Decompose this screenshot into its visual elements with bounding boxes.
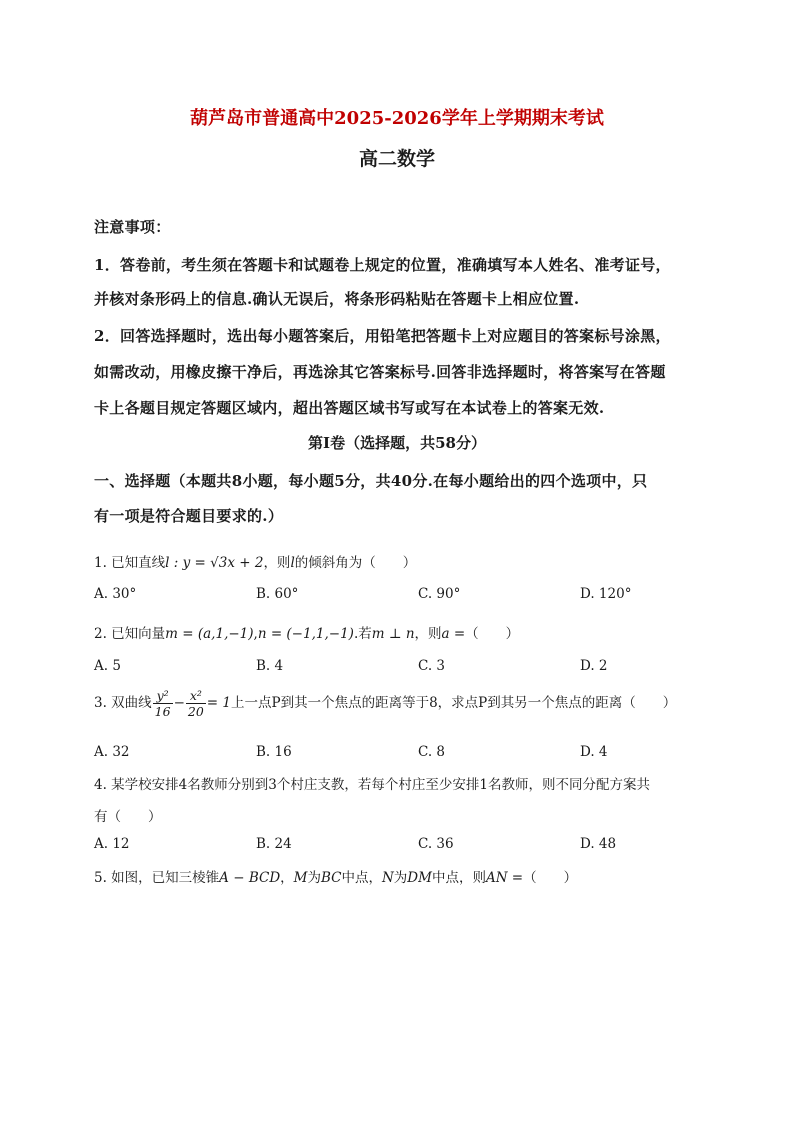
question-text: （ ）	[465, 626, 520, 642]
option-c: C. 8	[418, 744, 446, 760]
math-variable: DM	[407, 870, 432, 886]
question-text: 5. 如图，已知三棱锥	[94, 870, 220, 886]
option-a: A. 12	[94, 836, 130, 852]
question-text: 1. 已知直线	[94, 555, 166, 571]
option-d: D. 120°	[580, 586, 632, 602]
math-variable: M	[293, 870, 308, 886]
math-operator: −	[173, 695, 185, 711]
question-text: 3. 双曲线	[94, 695, 152, 711]
question-2	[94, 622, 519, 642]
math-variable: l	[290, 555, 295, 571]
option-b: B. 16	[256, 744, 292, 760]
question-text: 2. 已知向量	[94, 626, 166, 642]
question-text: ,	[253, 626, 258, 642]
question-4-cont: 有（ ）	[94, 809, 162, 825]
question-text: ，	[280, 870, 294, 886]
question-1	[94, 551, 416, 571]
math-expression: m = (a,1,−1)	[165, 626, 254, 642]
section-title: 第Ⅰ卷（选择题，共58分）	[308, 434, 486, 452]
notes-line: 卡上各题目规定答题区域内，超出答题区域书写或写在本试卷上的答案无效.	[94, 399, 605, 417]
exam-title: 葫芦岛市普通高中2025-2026学年上学期期末考试	[190, 108, 604, 129]
fraction-denominator: 16	[154, 704, 171, 719]
option-c: C. 90°	[418, 586, 461, 602]
option-b: B. 4	[256, 658, 284, 674]
fraction	[153, 688, 173, 719]
question-text: 中点，	[341, 870, 382, 886]
math-variable: BC	[320, 870, 342, 886]
math-expression: a =	[441, 626, 466, 642]
exam-subject: 高二数学	[358, 148, 435, 170]
fraction	[186, 688, 206, 719]
option-c: C. 36	[418, 836, 454, 852]
notes-line: 并核对条形码上的信息.确认无误后，将条形码粘贴在答题卡上相应位置.	[94, 290, 580, 308]
option-d: D. 48	[580, 836, 617, 852]
option-a: A. 5	[94, 658, 121, 674]
math-expression: l : y = √3x + 2	[165, 555, 264, 571]
question-text: 中点，则	[431, 870, 486, 886]
option-a: A. 32	[94, 744, 130, 760]
fraction-numerator: x²	[186, 688, 206, 704]
option-b: B. 24	[256, 836, 292, 852]
fraction-numerator: y²	[153, 688, 173, 704]
question-5	[94, 866, 577, 886]
option-a: A. 30°	[94, 586, 137, 602]
question-text: 为	[393, 870, 408, 886]
notes-line: 1．答卷前，考生须在答题卡和试题卷上规定的位置，准确填写本人姓名、准考证号，	[94, 256, 671, 274]
math-expression: A − BCD	[219, 870, 281, 886]
notes-line: 2．回答选择题时，选出每小题答案后，用铅笔把答题卡上对应题目的答案标号涂黑，	[94, 327, 671, 345]
question-text: 的倾斜角为（ ）	[294, 555, 417, 571]
option-d: D. 2	[580, 658, 608, 674]
question-text: ，则	[263, 555, 291, 571]
section-intro: 有一项是符合题目要求的.）	[94, 507, 284, 525]
option-b: B. 60°	[256, 586, 299, 602]
question-text: 上一点P到其一个焦点的距离等于8，求点P到其另一个焦点的距离（ ）	[231, 695, 677, 711]
option-d: D. 4	[580, 744, 608, 760]
section-intro: 一、选择题（本题共8小题，每小题5分，共40分.在每小题给出的四个选项中，只	[94, 472, 648, 490]
math-expression: = 1	[206, 695, 231, 711]
option-c: C. 3	[418, 658, 446, 674]
question-text: .若	[353, 626, 372, 642]
notes-line: 如需改动，用橡皮擦干净后，再选涂其它答案标号.回答非选择题时，将答案写在答题	[94, 363, 666, 381]
math-expression: n = (−1,1,−1)	[257, 626, 354, 642]
question-4: 4. 某学校安排4名教师分别到3个村庄支教，若每个村庄至少安排1名教师，则不同分配方案共	[94, 777, 650, 793]
math-variable: N	[381, 870, 394, 886]
question-text: ，则	[414, 626, 442, 642]
fraction-denominator: 20	[187, 704, 204, 719]
question-text: （ ）	[523, 870, 578, 886]
math-expression: AN =	[485, 870, 524, 886]
math-expression: m ⊥ n	[371, 626, 415, 642]
notes-heading: 注意事项：	[94, 218, 171, 236]
question-text: 为	[307, 870, 321, 886]
question-3	[94, 688, 676, 719]
